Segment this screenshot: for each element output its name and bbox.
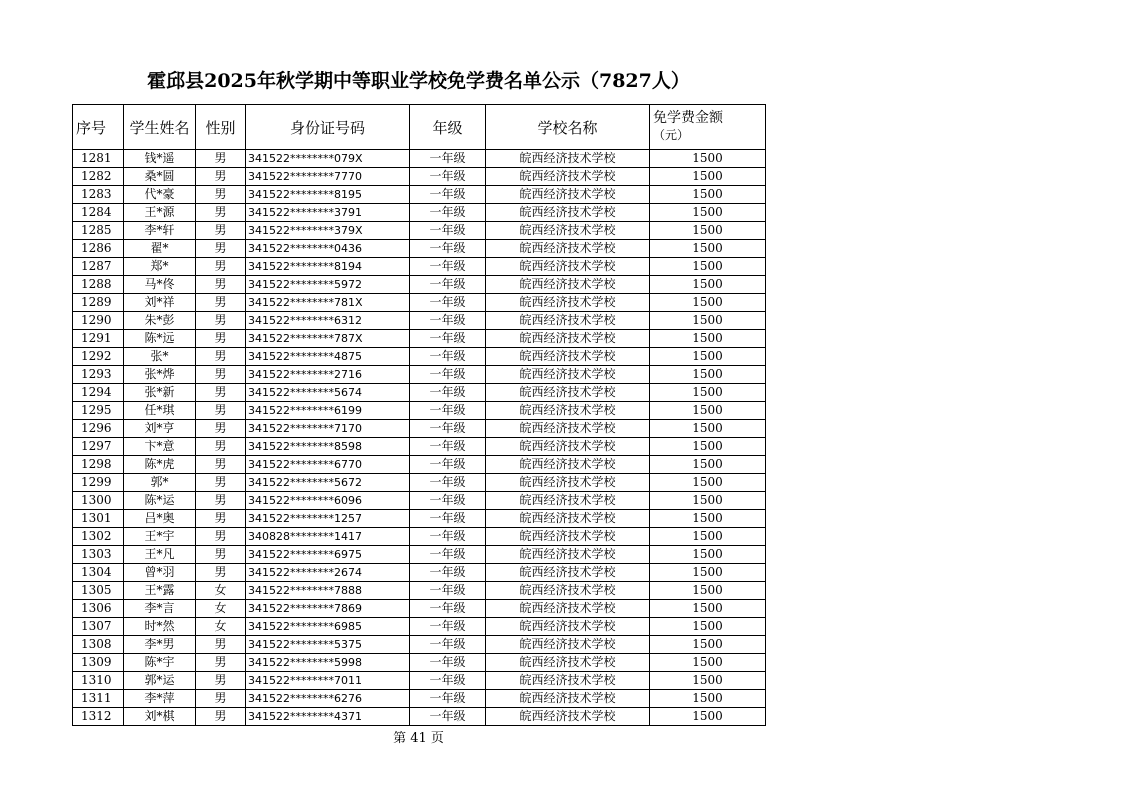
cell-index: 1307 [73, 618, 124, 636]
cell-id-number: 341522********6276 [246, 690, 410, 708]
table-row [73, 294, 766, 312]
cell-grade: 一年级 [410, 384, 486, 402]
cell-gender: 男 [196, 492, 246, 510]
cell-name: 李*轩 [124, 222, 196, 240]
cell-school: 皖西经济技术学校 [486, 654, 650, 672]
cell-amount: 1500 [650, 528, 766, 546]
cell-id-number: 341522********079X [246, 150, 410, 168]
cell-grade: 一年级 [410, 294, 486, 312]
cell-amount: 1500 [650, 456, 766, 474]
table-row [73, 600, 766, 618]
cell-name: 陈*宇 [124, 654, 196, 672]
cell-grade: 一年级 [410, 654, 486, 672]
cell-gender: 男 [196, 312, 246, 330]
cell-grade: 一年级 [410, 312, 486, 330]
cell-id-number: 341522********8598 [246, 438, 410, 456]
cell-gender: 男 [196, 510, 246, 528]
cell-name: 王*露 [124, 582, 196, 600]
table-row [73, 546, 766, 564]
cell-school: 皖西经济技术学校 [486, 528, 650, 546]
cell-name: 桑*圆 [124, 168, 196, 186]
table-row [73, 672, 766, 690]
cell-index: 1305 [73, 582, 124, 600]
cell-amount: 1500 [650, 690, 766, 708]
cell-name: 马*佟 [124, 276, 196, 294]
cell-name: 陈*运 [124, 492, 196, 510]
cell-amount: 1500 [650, 708, 766, 726]
table-row [73, 204, 766, 222]
cell-name: 曾*羽 [124, 564, 196, 582]
cell-name: 张*新 [124, 384, 196, 402]
cell-amount: 1500 [650, 330, 766, 348]
cell-id-number: 341522********7011 [246, 672, 410, 690]
header-id-number: 身份证号码 [246, 105, 410, 150]
table-row [73, 618, 766, 636]
cell-id-number: 341522********8195 [246, 186, 410, 204]
cell-school: 皖西经济技术学校 [486, 636, 650, 654]
page-number: 第 41 页 [393, 731, 444, 746]
cell-school: 皖西经济技术学校 [486, 582, 650, 600]
cell-amount: 1500 [650, 150, 766, 168]
cell-grade: 一年级 [410, 204, 486, 222]
cell-index: 1312 [73, 708, 124, 726]
cell-amount: 1500 [650, 258, 766, 276]
cell-grade: 一年级 [410, 168, 486, 186]
cell-grade: 一年级 [410, 438, 486, 456]
cell-grade: 一年级 [410, 456, 486, 474]
cell-grade: 一年级 [410, 528, 486, 546]
cell-amount: 1500 [650, 222, 766, 240]
cell-index: 1292 [73, 348, 124, 366]
cell-name: 张*烨 [124, 366, 196, 384]
cell-id-number: 341522********5375 [246, 636, 410, 654]
table-body [73, 150, 766, 726]
cell-index: 1302 [73, 528, 124, 546]
cell-gender: 男 [196, 384, 246, 402]
cell-name: 李*言 [124, 600, 196, 618]
cell-gender: 男 [196, 546, 246, 564]
cell-id-number: 341522********6312 [246, 312, 410, 330]
cell-grade: 一年级 [410, 402, 486, 420]
cell-id-number: 341522********8194 [246, 258, 410, 276]
table-row [73, 240, 766, 258]
table-row [73, 510, 766, 528]
table-row [73, 312, 766, 330]
cell-amount: 1500 [650, 438, 766, 456]
cell-school: 皖西经济技术学校 [486, 276, 650, 294]
cell-id-number: 341522********7770 [246, 168, 410, 186]
table-row [73, 186, 766, 204]
cell-index: 1291 [73, 330, 124, 348]
cell-school: 皖西经济技术学校 [486, 330, 650, 348]
cell-gender: 女 [196, 582, 246, 600]
cell-school: 皖西经济技术学校 [486, 258, 650, 276]
cell-gender: 男 [196, 240, 246, 258]
table-row [73, 492, 766, 510]
cell-index: 1298 [73, 456, 124, 474]
cell-gender: 男 [196, 330, 246, 348]
cell-name: 王*源 [124, 204, 196, 222]
cell-school: 皖西经济技术学校 [486, 672, 650, 690]
cell-amount: 1500 [650, 240, 766, 258]
cell-amount: 1500 [650, 564, 766, 582]
cell-gender: 男 [196, 690, 246, 708]
cell-id-number: 341522********787X [246, 330, 410, 348]
cell-index: 1297 [73, 438, 124, 456]
cell-gender: 男 [196, 294, 246, 312]
cell-id-number: 341522********6096 [246, 492, 410, 510]
cell-amount: 1500 [650, 366, 766, 384]
cell-name: 李*萍 [124, 690, 196, 708]
cell-index: 1309 [73, 654, 124, 672]
cell-id-number: 341522********5972 [246, 276, 410, 294]
cell-amount: 1500 [650, 546, 766, 564]
cell-grade: 一年级 [410, 564, 486, 582]
header-amount [650, 105, 766, 150]
cell-name: 朱*彭 [124, 312, 196, 330]
cell-index: 1301 [73, 510, 124, 528]
cell-school: 皖西经济技术学校 [486, 348, 650, 366]
cell-school: 皖西经济技术学校 [486, 492, 650, 510]
cell-name: 郑* [124, 258, 196, 276]
header-name: 学生姓名 [124, 105, 196, 150]
cell-school: 皖西经济技术学校 [486, 312, 650, 330]
table-row [73, 456, 766, 474]
cell-gender: 男 [196, 528, 246, 546]
cell-id-number: 341522********4875 [246, 348, 410, 366]
cell-grade: 一年级 [410, 690, 486, 708]
cell-amount: 1500 [650, 474, 766, 492]
cell-gender: 男 [196, 420, 246, 438]
table-row [73, 582, 766, 600]
cell-id-number: 341522********7888 [246, 582, 410, 600]
cell-gender: 男 [196, 564, 246, 582]
table-row [73, 636, 766, 654]
cell-index: 1311 [73, 690, 124, 708]
cell-index: 1287 [73, 258, 124, 276]
cell-school: 皖西经济技术学校 [486, 474, 650, 492]
cell-amount: 1500 [650, 186, 766, 204]
cell-grade: 一年级 [410, 222, 486, 240]
cell-school: 皖西经济技术学校 [486, 402, 650, 420]
cell-grade: 一年级 [410, 348, 486, 366]
cell-id-number: 341522********2716 [246, 366, 410, 384]
cell-id-number: 341522********4371 [246, 708, 410, 726]
cell-grade: 一年级 [410, 420, 486, 438]
cell-gender: 男 [196, 150, 246, 168]
cell-name: 翟* [124, 240, 196, 258]
cell-name: 时*然 [124, 618, 196, 636]
cell-id-number: 341522********7170 [246, 420, 410, 438]
cell-index: 1296 [73, 420, 124, 438]
cell-amount: 1500 [650, 510, 766, 528]
cell-amount: 1500 [650, 672, 766, 690]
cell-name: 刘*祥 [124, 294, 196, 312]
cell-name: 王*宇 [124, 528, 196, 546]
cell-grade: 一年级 [410, 258, 486, 276]
cell-id-number: 341522********7869 [246, 600, 410, 618]
cell-id-number: 341522********5674 [246, 384, 410, 402]
cell-school: 皖西经济技术学校 [486, 186, 650, 204]
cell-amount: 1500 [650, 636, 766, 654]
cell-amount: 1500 [650, 402, 766, 420]
cell-school: 皖西经济技术学校 [486, 366, 650, 384]
cell-school: 皖西经济技术学校 [486, 456, 650, 474]
cell-name: 郭* [124, 474, 196, 492]
cell-id-number: 341522********2674 [246, 564, 410, 582]
cell-id-number: 341522********3791 [246, 204, 410, 222]
cell-index: 1294 [73, 384, 124, 402]
cell-name: 陈*虎 [124, 456, 196, 474]
cell-grade: 一年级 [410, 366, 486, 384]
cell-school: 皖西经济技术学校 [486, 618, 650, 636]
cell-gender: 男 [196, 186, 246, 204]
cell-amount: 1500 [650, 492, 766, 510]
header-row [73, 105, 766, 150]
cell-id-number: 341522********1257 [246, 510, 410, 528]
cell-grade: 一年级 [410, 546, 486, 564]
cell-gender: 男 [196, 366, 246, 384]
cell-index: 1299 [73, 474, 124, 492]
header-amount-unit: （元） [653, 128, 690, 142]
cell-index: 1304 [73, 564, 124, 582]
cell-name: 卞*意 [124, 438, 196, 456]
table-row [73, 420, 766, 438]
cell-id-number: 341522********6975 [246, 546, 410, 564]
cell-amount: 1500 [650, 168, 766, 186]
cell-amount: 1500 [650, 312, 766, 330]
table-row [73, 708, 766, 726]
cell-name: 张* [124, 348, 196, 366]
cell-index: 1288 [73, 276, 124, 294]
cell-index: 1289 [73, 294, 124, 312]
cell-name: 王*凡 [124, 546, 196, 564]
cell-grade: 一年级 [410, 474, 486, 492]
cell-id-number: 341522********379X [246, 222, 410, 240]
cell-name: 陈*远 [124, 330, 196, 348]
cell-id-number: 341522********6199 [246, 402, 410, 420]
cell-amount: 1500 [650, 204, 766, 222]
cell-index: 1295 [73, 402, 124, 420]
table-row [73, 276, 766, 294]
header-amount-label: 免学费金额 [653, 110, 723, 126]
cell-gender: 男 [196, 654, 246, 672]
cell-grade: 一年级 [410, 636, 486, 654]
cell-school: 皖西经济技术学校 [486, 600, 650, 618]
table-row [73, 258, 766, 276]
cell-grade: 一年级 [410, 672, 486, 690]
cell-gender: 男 [196, 456, 246, 474]
cell-id-number: 341522********6985 [246, 618, 410, 636]
cell-grade: 一年级 [410, 330, 486, 348]
cell-grade: 一年级 [410, 150, 486, 168]
cell-gender: 男 [196, 438, 246, 456]
cell-school: 皖西经济技术学校 [486, 510, 650, 528]
cell-index: 1308 [73, 636, 124, 654]
cell-grade: 一年级 [410, 618, 486, 636]
cell-name: 刘*棋 [124, 708, 196, 726]
cell-name: 吕*奥 [124, 510, 196, 528]
cell-school: 皖西经济技术学校 [486, 420, 650, 438]
cell-school: 皖西经济技术学校 [486, 168, 650, 186]
cell-index: 1284 [73, 204, 124, 222]
header-grade: 年级 [410, 105, 486, 150]
cell-gender: 男 [196, 276, 246, 294]
cell-school: 皖西经济技术学校 [486, 708, 650, 726]
cell-amount: 1500 [650, 618, 766, 636]
cell-gender: 男 [196, 402, 246, 420]
cell-grade: 一年级 [410, 510, 486, 528]
cell-gender: 男 [196, 204, 246, 222]
cell-gender: 男 [196, 474, 246, 492]
cell-id-number: 341522********781X [246, 294, 410, 312]
cell-index: 1286 [73, 240, 124, 258]
cell-gender: 男 [196, 258, 246, 276]
cell-index: 1303 [73, 546, 124, 564]
cell-name: 郭*运 [124, 672, 196, 690]
cell-grade: 一年级 [410, 240, 486, 258]
page-title: 霍邱县2025年秋学期中等职业学校免学费名单公示（7827人） [147, 70, 690, 92]
cell-index: 1306 [73, 600, 124, 618]
cell-index: 1281 [73, 150, 124, 168]
header-gender: 性别 [196, 105, 246, 150]
cell-school: 皖西经济技术学校 [486, 204, 650, 222]
cell-grade: 一年级 [410, 600, 486, 618]
cell-id-number: 340828********1417 [246, 528, 410, 546]
cell-id-number: 341522********5672 [246, 474, 410, 492]
cell-name: 代*豪 [124, 186, 196, 204]
cell-school: 皖西经济技术学校 [486, 222, 650, 240]
cell-school: 皖西经济技术学校 [486, 240, 650, 258]
cell-id-number: 341522********5998 [246, 654, 410, 672]
cell-gender: 女 [196, 618, 246, 636]
table-row [73, 438, 766, 456]
cell-gender: 男 [196, 168, 246, 186]
cell-school: 皖西经济技术学校 [486, 294, 650, 312]
cell-amount: 1500 [650, 276, 766, 294]
cell-school: 皖西经济技术学校 [486, 690, 650, 708]
cell-index: 1283 [73, 186, 124, 204]
cell-gender: 男 [196, 672, 246, 690]
table-row [73, 402, 766, 420]
cell-gender: 男 [196, 222, 246, 240]
cell-index: 1300 [73, 492, 124, 510]
header-index: 序号 [73, 105, 124, 150]
cell-school: 皖西经济技术学校 [486, 546, 650, 564]
cell-school: 皖西经济技术学校 [486, 438, 650, 456]
table-row [73, 168, 766, 186]
cell-amount: 1500 [650, 348, 766, 366]
cell-gender: 男 [196, 636, 246, 654]
cell-name: 李*男 [124, 636, 196, 654]
table-row [73, 474, 766, 492]
cell-index: 1290 [73, 312, 124, 330]
cell-name: 钱*遥 [124, 150, 196, 168]
table-row [73, 690, 766, 708]
cell-id-number: 341522********0436 [246, 240, 410, 258]
cell-school: 皖西经济技术学校 [486, 564, 650, 582]
cell-grade: 一年级 [410, 492, 486, 510]
table-row [73, 330, 766, 348]
cell-gender: 女 [196, 600, 246, 618]
cell-index: 1285 [73, 222, 124, 240]
table-row [73, 384, 766, 402]
cell-amount: 1500 [650, 384, 766, 402]
cell-school: 皖西经济技术学校 [486, 150, 650, 168]
cell-gender: 男 [196, 708, 246, 726]
table-row [73, 366, 766, 384]
cell-id-number: 341522********6770 [246, 456, 410, 474]
cell-name: 任*琪 [124, 402, 196, 420]
cell-grade: 一年级 [410, 276, 486, 294]
table-header [73, 105, 766, 150]
cell-amount: 1500 [650, 294, 766, 312]
cell-index: 1310 [73, 672, 124, 690]
header-school: 学校名称 [486, 105, 650, 150]
table-row [73, 654, 766, 672]
cell-amount: 1500 [650, 582, 766, 600]
cell-grade: 一年级 [410, 186, 486, 204]
table-row [73, 222, 766, 240]
cell-grade: 一年级 [410, 708, 486, 726]
cell-name: 刘*亨 [124, 420, 196, 438]
table-row [73, 528, 766, 546]
cell-index: 1282 [73, 168, 124, 186]
cell-school: 皖西经济技术学校 [486, 384, 650, 402]
cell-amount: 1500 [650, 600, 766, 618]
table-row [73, 348, 766, 366]
table-row [73, 564, 766, 582]
cell-grade: 一年级 [410, 582, 486, 600]
cell-index: 1293 [73, 366, 124, 384]
cell-amount: 1500 [650, 654, 766, 672]
student-roster-table [72, 104, 766, 726]
cell-amount: 1500 [650, 420, 766, 438]
cell-gender: 男 [196, 348, 246, 366]
table-row [73, 150, 766, 168]
